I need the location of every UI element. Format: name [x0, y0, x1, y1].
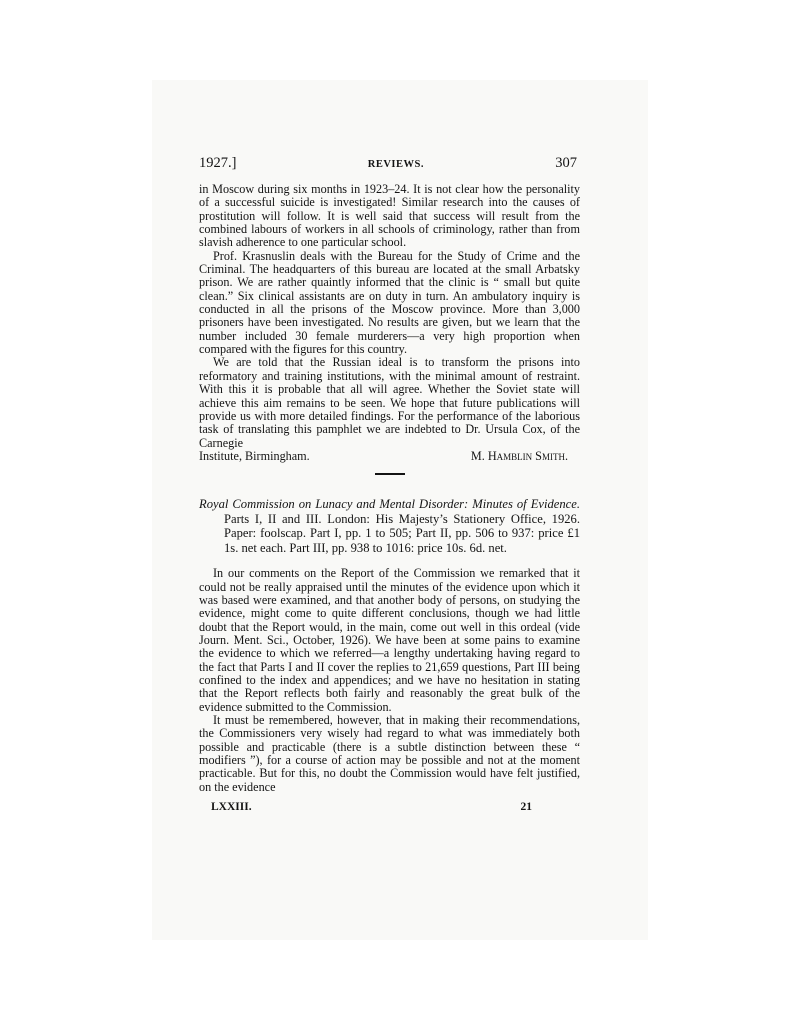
text-column [199, 157, 580, 814]
review-details: Parts I, II and III. London: His Majesty’s Stationery Office, 1926. Paper: foolscap. Part I, pp. 1 to 505; Part II, pp. 506 to 937: price £1 1s. net each. Part III, pp. 938 to 1016: price 10s. 6d. net. [224, 511, 580, 555]
review-paragraph-2: It must be remembered, however, that in making their recommendations, the Commissioners very wisely had regard to what was immediately both possible and practicable (there is a subtle distinction between these “ modifiers ”), for a course of action may be possible and not at the moment practicable. But for this, no doubt the Commission would have felt justified, on the evidence [199, 713, 580, 794]
header-year: 1927.] [199, 155, 237, 171]
article1-last-line: Institute, Birmingham. [199, 448, 310, 463]
review-title: Royal Commission on Lunacy and Mental Disorder: Minutes of Evidence. [199, 497, 580, 512]
header-section: REVIEWS. [367, 159, 424, 170]
footer-volume: LXXIII. [211, 801, 252, 814]
review-body [199, 567, 580, 794]
signature-line [199, 450, 580, 463]
footer-signature-mark: 21 [520, 801, 532, 814]
article1-paragraph-3: We are told that the Russian ideal is to transform the prisons into reformatory and training institutions, with the minimal amount of restraint. With this it is probable that all will agree. Whether the Soviet state will achieve this aim remains to be seen. We hope that future publications will provide us with more detailed findings. For the performance of the laborious task of translating this pamphlet we are indebted to Dr. Ursula Cox, of the Carnegie [199, 355, 580, 450]
article1-paragraph-2: Prof. Krasnuslin deals with the Bureau for the Study of Crime and the Criminal. The headquarters of this bureau are located at the small Arbatsky prison. We are rather quaintly informed that the clinic is “ small but quite clean.” Six clinical assistants are on duty in turn. An ambulatory inquiry is conducted in all the prisons of the Moscow province. More than 3,000 prisoners have been investigated. No results are given, but we learn that the number included 30 female murderers—a very high proportion when compared with the figures for this country. [199, 248, 580, 357]
header-page-number: 307 [555, 155, 577, 171]
page-footer [199, 801, 580, 814]
review-paragraph-1: In our comments on the Report of the Commission we remarked that it could not be really appraised until the minutes of the evidence upon which it was based were examined, and that another body of persons, on studying the evidence, might come to quite different conclusions, though we had little doubt that the Report would, in the main, come out well in this ordeal (vide Journ. Ment. Sci., October, 1926). We have been at some pains to examine the evidence to which we referred—a lengthy undertaking having regard to the fact that Parts I and II cover the replies to 21,659 questions, Part III being confined to the index and appendices; and we have no hesitation in stating that the Report reflects both fairly and reasonably the great bulk of the evidence submitted to the Commission. [199, 566, 580, 714]
reviewer-signature: M. Hamblin Smith. [470, 448, 568, 463]
running-header [199, 157, 580, 183]
review-heading [199, 497, 580, 555]
section-divider [375, 473, 405, 475]
article1-paragraph-1: in Moscow during six months in 1923–24. It is not clear how the personality of a successful suicide is investigated! Similar research into the causes of prostitution will follow. It is well said that success will result from the combined labours of workers in all schools of criminology, rather than from slavish adherence to one particular school. [199, 182, 580, 250]
